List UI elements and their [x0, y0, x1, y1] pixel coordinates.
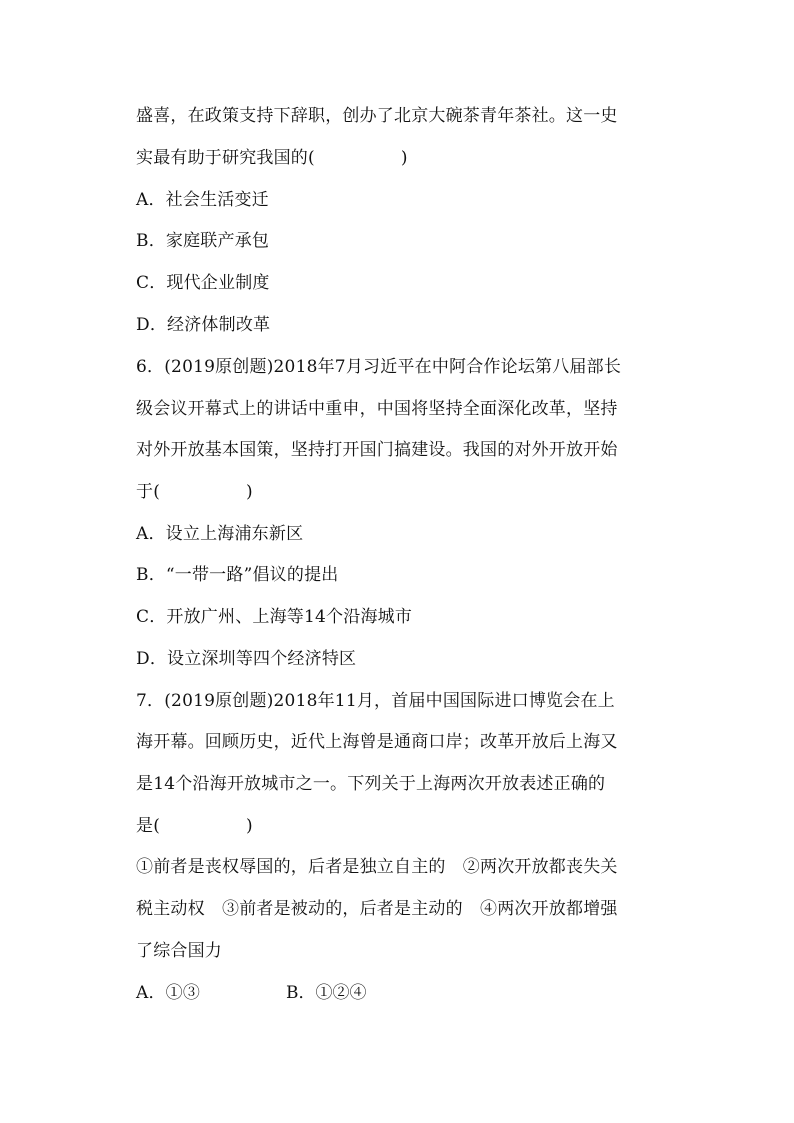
q7-statement-line-3: 了综合国力: [136, 941, 222, 961]
q7-stem-line-1: 7．(2019原创题)2018年11月，首届中国国际进口博览会在上: [136, 691, 615, 711]
q6-option-c: C．开放广州、上海等14个沿海城市: [136, 607, 413, 627]
q7-stem-line-4: 是( ): [136, 816, 253, 836]
q6-stem-line-2: 级会议开幕式上的讲话中重申，中国将坚持全面深化改革，坚持: [136, 399, 618, 419]
q7-statement-line-1: ①前者是丧权辱国的，后者是独立自主的 ②两次开放都丧失关: [136, 857, 618, 877]
q6-stem-line-4: 于( ): [136, 482, 253, 502]
q7-stem-line-2: 海开幕。回顾历史，近代上海曾是通商口岸；改革开放后上海又: [136, 732, 618, 752]
q7-option-b: B．①②④: [286, 983, 367, 1003]
q5-option-d: D．经济体制改革: [136, 315, 271, 335]
q5-stem-line-2: 实最有助于研究我国的( ): [136, 148, 408, 168]
q7-stem-line-3: 是14个沿海开放城市之一。下列关于上海两次开放表述正确的: [136, 774, 606, 794]
q7-option-a: A．①③: [136, 983, 201, 1003]
q5-stem-line-1: 盛喜，在政策支持下辞职，创办了北京大碗茶青年茶社。这一史: [136, 106, 618, 126]
q7-statement-line-2: 税主动权 ③前者是被动的，后者是主动的 ④两次开放都增强: [136, 899, 618, 919]
q6-option-d: D．设立深圳等四个经济特区: [136, 649, 357, 669]
q6-option-a: A．设立上海浦东新区: [136, 524, 304, 544]
q6-option-b: B．“一带一路”倡议的提出: [136, 565, 339, 585]
q6-stem-line-3: 对外开放基本国策，坚持打开国门搞建设。我国的对外开放开始: [136, 440, 618, 460]
q5-option-b: B．家庭联产承包: [136, 231, 270, 251]
q5-option-a: A．社会生活变迁: [136, 190, 269, 210]
q5-option-c: C．现代企业制度: [136, 273, 270, 293]
q6-stem-line-1: 6．(2019原创题)2018年7月习近平在中阿合作论坛第八届部长: [136, 357, 622, 377]
